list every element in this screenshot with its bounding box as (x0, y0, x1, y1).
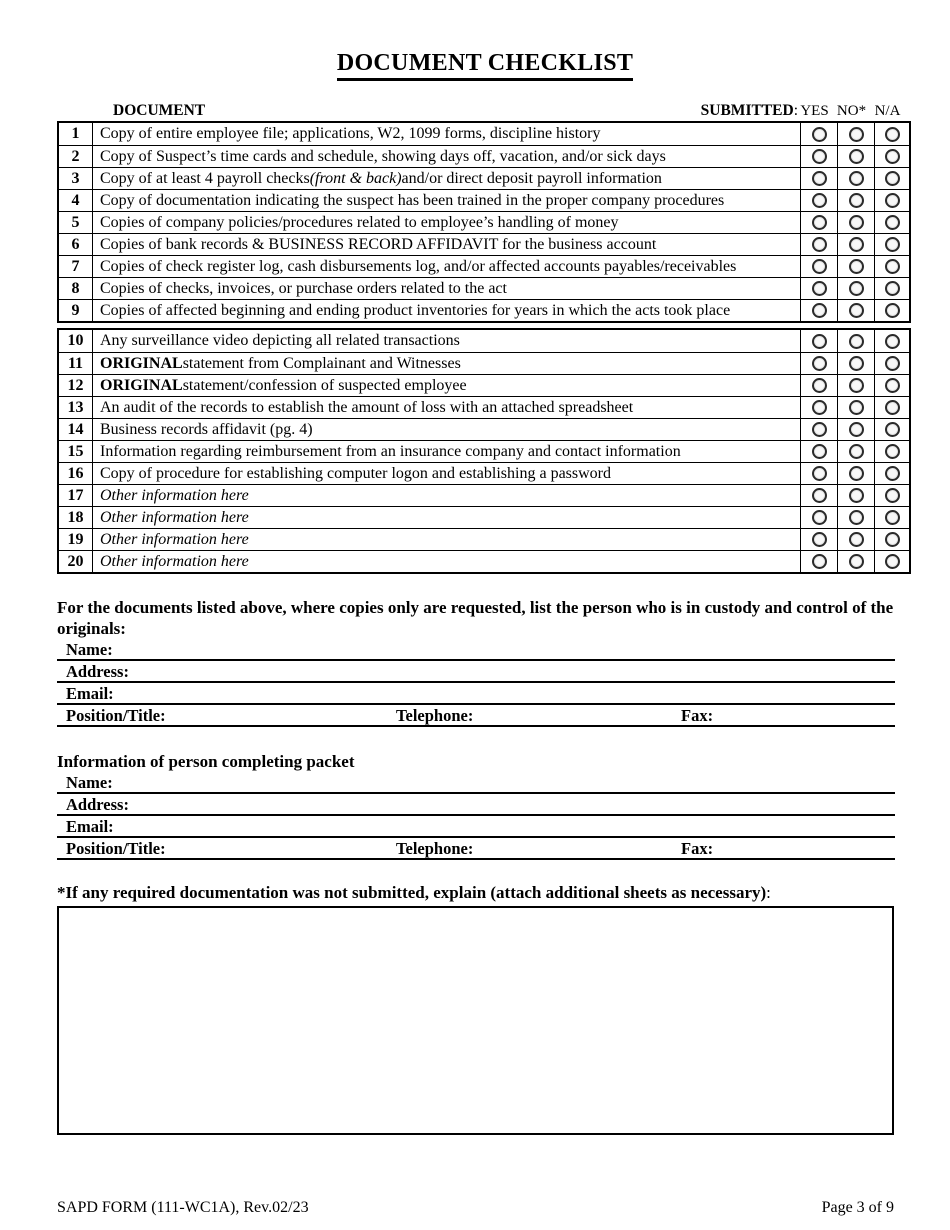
column-header-document: DOCUMENT (113, 102, 206, 119)
radio-cell-na (874, 507, 909, 528)
radio-no[interactable] (849, 334, 864, 349)
radio-cell-na (874, 168, 909, 189)
radio-yes[interactable] (812, 378, 827, 393)
checklist-column-headers (57, 102, 911, 121)
telephone-label: Telephone: (396, 706, 474, 725)
radio-no[interactable] (849, 356, 864, 371)
row-number: 2 (59, 146, 93, 167)
email-label: Email: (66, 817, 114, 836)
radio-no[interactable] (849, 554, 864, 569)
radio-yes[interactable] (812, 444, 827, 459)
radio-cell-no (837, 441, 874, 462)
option-label-yes: YES (800, 103, 829, 119)
row-text-segment: Other information here (100, 552, 249, 570)
row-text-segment: Other information here (100, 530, 249, 548)
row-number: 10 (59, 330, 93, 352)
checklist-row (59, 396, 909, 418)
completer-email-input[interactable] (114, 816, 895, 836)
radio-no[interactable] (849, 127, 864, 142)
row-text (93, 300, 800, 321)
row-text (93, 123, 800, 145)
row-text (93, 212, 800, 233)
radio-no[interactable] (849, 237, 864, 252)
row-text (93, 463, 800, 484)
completer-section-heading: Information of person completing packet (57, 752, 355, 771)
radio-yes[interactable] (812, 466, 827, 481)
row-text-segment: statement from Complainant and Witnesses (182, 354, 461, 372)
checklist-row (59, 167, 909, 189)
row-text (93, 353, 800, 374)
row-text (93, 234, 800, 255)
checklist-row (59, 255, 909, 277)
checklist-row (59, 550, 909, 572)
custody-section-heading: For the documents listed above, where copies only are requested, list the person who is in custody and control of the originals: (57, 598, 894, 638)
row-text-segment: ORIGINAL (100, 376, 183, 394)
custody-position-row (57, 705, 895, 727)
radio-no[interactable] (849, 378, 864, 393)
row-text-segment: Copy of Suspect’s time cards and schedule, showing days off, vacation, and/or sick days (100, 147, 666, 165)
radio-na[interactable] (885, 378, 900, 393)
completer-address-row (57, 794, 895, 816)
row-text (93, 397, 800, 418)
radio-cell-yes (800, 190, 837, 211)
radio-cell-no (837, 300, 874, 321)
checklist-row (59, 352, 909, 374)
radio-cell-no (837, 419, 874, 440)
radio-yes[interactable] (812, 532, 827, 547)
checklist-table-2 (57, 328, 911, 574)
radio-no[interactable] (849, 259, 864, 274)
radio-cell-no (837, 234, 874, 255)
radio-cell-yes (800, 507, 837, 528)
radio-cell-no (837, 146, 874, 167)
radio-no[interactable] (849, 193, 864, 208)
radio-na[interactable] (885, 193, 900, 208)
radio-yes[interactable] (812, 334, 827, 349)
radio-yes[interactable] (812, 422, 827, 437)
radio-cell-yes (800, 441, 837, 462)
completer-position-row (57, 838, 895, 860)
row-text-segment: Copies of bank records & BUSINESS RECORD AFFIDAVIT for the business account (100, 235, 657, 253)
radio-yes[interactable] (812, 215, 827, 230)
radio-no[interactable] (849, 532, 864, 547)
row-text-segment: (front & back) (309, 169, 402, 187)
row-text (93, 256, 800, 277)
custody-address-row (57, 661, 895, 683)
checklist-row (59, 418, 909, 440)
radio-cell-yes (800, 146, 837, 167)
radio-cell-na (874, 353, 909, 374)
address-label: Address: (66, 795, 129, 814)
radio-yes[interactable] (812, 488, 827, 503)
radio-no[interactable] (849, 215, 864, 230)
checklist-row (59, 484, 909, 506)
radio-cell-yes (800, 353, 837, 374)
row-number: 7 (59, 256, 93, 277)
radio-na[interactable] (885, 444, 900, 459)
radio-cell-yes (800, 375, 837, 396)
custody-position-input[interactable] (166, 705, 387, 725)
radio-cell-na (874, 146, 909, 167)
checklist-row (59, 330, 909, 352)
completer-email-row (57, 816, 895, 838)
row-number: 16 (59, 463, 93, 484)
row-number: 20 (59, 551, 93, 572)
radio-na[interactable] (885, 171, 900, 186)
radio-no[interactable] (849, 510, 864, 525)
radio-cell-na (874, 375, 909, 396)
radio-na[interactable] (885, 488, 900, 503)
fax-label: Fax: (681, 839, 714, 858)
checklist-row (59, 277, 909, 299)
radio-na[interactable] (885, 303, 900, 318)
row-text-segment: Copies of check register log, cash disbursements log, and/or affected accounts payables/receivables (100, 257, 737, 275)
radio-yes[interactable] (812, 356, 827, 371)
radio-na[interactable] (885, 554, 900, 569)
completer-address-input[interactable] (129, 794, 895, 814)
radio-na[interactable] (885, 149, 900, 164)
row-text (93, 507, 800, 528)
position-label: Position/Title: (66, 839, 166, 858)
radio-cell-na (874, 212, 909, 233)
fax-label: Fax: (681, 706, 714, 725)
row-text-segment: An audit of the records to establish the amount of loss with an attached spreadsheet (100, 398, 634, 416)
radio-cell-na (874, 234, 909, 255)
radio-cell-no (837, 397, 874, 418)
checklist-row (59, 211, 909, 233)
radio-cell-no (837, 353, 874, 374)
row-text-segment: Copies of company policies/procedures related to employee’s handling of money (100, 213, 619, 231)
radio-cell-na (874, 441, 909, 462)
completer-position-input[interactable] (166, 838, 387, 858)
completer-name-input[interactable] (113, 772, 895, 792)
column-header-submitted: SUBMITTED: (700, 102, 798, 119)
radio-na[interactable] (885, 281, 900, 296)
row-text (93, 190, 800, 211)
radio-cell-no (837, 463, 874, 484)
radio-cell-na (874, 190, 909, 211)
checklist-row (59, 145, 909, 167)
row-text-segment: Any surveillance video depicting all related transactions (100, 332, 460, 349)
radio-cell-yes (800, 463, 837, 484)
row-number: 4 (59, 190, 93, 211)
radio-cell-na (874, 463, 909, 484)
checklist-table-1 (57, 121, 911, 323)
radio-cell-yes (800, 551, 837, 572)
radio-cell-no (837, 190, 874, 211)
form-number: SAPD FORM (111-WC1A), Rev.02/23 (57, 1199, 309, 1216)
explanation-box[interactable] (57, 906, 894, 1135)
radio-cell-yes (800, 212, 837, 233)
row-number: 1 (59, 123, 93, 145)
position-label: Position/Title: (66, 706, 166, 725)
row-number: 19 (59, 529, 93, 550)
radio-cell-na (874, 551, 909, 572)
radio-na[interactable] (885, 510, 900, 525)
option-label-na: N/A (874, 103, 901, 119)
page-title: DOCUMENT CHECKLIST (337, 50, 633, 81)
radio-cell-na (874, 529, 909, 550)
radio-cell-no (837, 123, 874, 145)
row-number: 18 (59, 507, 93, 528)
row-text-segment: Business records affidavit (pg. 4) (100, 420, 313, 438)
row-text (93, 529, 800, 550)
radio-yes[interactable] (812, 303, 827, 318)
radio-cell-yes (800, 300, 837, 321)
radio-cell-na (874, 397, 909, 418)
row-number: 11 (59, 353, 93, 374)
radio-no[interactable] (849, 149, 864, 164)
completer-fields (57, 772, 895, 860)
completer-name-row (57, 772, 895, 794)
radio-cell-yes (800, 256, 837, 277)
radio-na[interactable] (885, 356, 900, 371)
radio-na[interactable] (885, 237, 900, 252)
custody-fax-input[interactable] (713, 705, 895, 725)
checklist-row (59, 462, 909, 484)
radio-yes[interactable] (812, 127, 827, 142)
row-text-segment: Copy of at least 4 payroll checks (100, 169, 310, 187)
row-text (93, 419, 800, 440)
radio-no[interactable] (849, 488, 864, 503)
radio-no[interactable] (849, 400, 864, 415)
radio-na[interactable] (885, 532, 900, 547)
radio-cell-yes (800, 485, 837, 506)
row-number: 12 (59, 375, 93, 396)
row-text-segment: Information regarding reimbursement from an insurance company and contact information (100, 442, 681, 460)
radio-yes[interactable] (812, 510, 827, 525)
radio-yes[interactable] (812, 554, 827, 569)
row-number: 5 (59, 212, 93, 233)
custody-email-input[interactable] (114, 683, 895, 703)
row-number: 8 (59, 278, 93, 299)
radio-cell-yes (800, 397, 837, 418)
explain-section-heading: *If any required documentation was not submitted, explain (attach additional sheets as necessary): (57, 883, 771, 902)
radio-na[interactable] (885, 422, 900, 437)
name-label: Name: (66, 640, 113, 659)
radio-cell-yes (800, 419, 837, 440)
row-text (93, 168, 800, 189)
radio-cell-na (874, 300, 909, 321)
radio-cell-yes (800, 234, 837, 255)
row-number: 17 (59, 485, 93, 506)
radio-cell-na (874, 419, 909, 440)
custody-fields (57, 639, 895, 727)
radio-no[interactable] (849, 303, 864, 318)
radio-na[interactable] (885, 127, 900, 142)
row-text (93, 551, 800, 572)
checklist-row (59, 506, 909, 528)
custody-name-input[interactable] (113, 639, 895, 659)
radio-no[interactable] (849, 444, 864, 459)
radio-cell-no (837, 256, 874, 277)
checklist-row (59, 189, 909, 211)
row-text-segment: Copies of affected beginning and ending product inventories for years in which the acts took place (100, 301, 731, 319)
row-text-segment: and/or direct deposit payroll information (401, 169, 662, 187)
custody-name-row (57, 639, 895, 661)
radio-cell-no (837, 485, 874, 506)
custody-email-row (57, 683, 895, 705)
row-number: 6 (59, 234, 93, 255)
radio-cell-na (874, 123, 909, 145)
row-text-segment: ORIGINAL (100, 354, 183, 372)
checklist-row (59, 528, 909, 550)
row-text-segment: Copies of checks, invoices, or purchase orders related to the act (100, 279, 507, 297)
checklist-row (59, 233, 909, 255)
row-text (93, 330, 800, 352)
row-text (93, 441, 800, 462)
row-number: 15 (59, 441, 93, 462)
radio-na[interactable] (885, 400, 900, 415)
radio-cell-yes (800, 168, 837, 189)
page-footer (57, 1199, 894, 1217)
radio-na[interactable] (885, 259, 900, 274)
radio-yes[interactable] (812, 193, 827, 208)
radio-no[interactable] (849, 466, 864, 481)
radio-yes[interactable] (812, 237, 827, 252)
radio-cell-no (837, 375, 874, 396)
row-text-segment: Other information here (100, 486, 249, 504)
radio-cell-no (837, 212, 874, 233)
radio-cell-no (837, 551, 874, 572)
row-number: 9 (59, 300, 93, 321)
radio-cell-na (874, 256, 909, 277)
radio-no[interactable] (849, 171, 864, 186)
row-number: 14 (59, 419, 93, 440)
row-text-segment: Copy of documentation indicating the suspect has been trained in the proper company procedures (100, 191, 725, 209)
row-text (93, 278, 800, 299)
row-text (93, 146, 800, 167)
radio-cell-no (837, 330, 874, 352)
email-label: Email: (66, 684, 114, 703)
completer-fax-input[interactable] (713, 838, 895, 858)
telephone-label: Telephone: (396, 839, 474, 858)
checklist-row (59, 374, 909, 396)
radio-yes[interactable] (812, 281, 827, 296)
row-number: 13 (59, 397, 93, 418)
radio-na[interactable] (885, 466, 900, 481)
radio-na[interactable] (885, 334, 900, 349)
option-label-no: NO* (836, 103, 867, 119)
row-text (93, 375, 800, 396)
custody-telephone-input[interactable] (473, 705, 672, 725)
radio-cell-yes (800, 123, 837, 145)
row-text-segment: statement/confession of suspected employee (182, 376, 467, 394)
row-text-segment: Copy of entire employee file; applications, W2, 1099 forms, discipline history (100, 125, 601, 142)
checklist-row (59, 440, 909, 462)
radio-yes[interactable] (812, 149, 827, 164)
radio-cell-no (837, 278, 874, 299)
radio-cell-na (874, 485, 909, 506)
custody-address-input[interactable] (129, 661, 895, 681)
radio-yes[interactable] (812, 259, 827, 274)
page-number: Page 3 of 9 (821, 1199, 894, 1216)
row-text-segment: Copy of procedure for establishing computer logon and establishing a password (100, 464, 611, 482)
name-label: Name: (66, 773, 113, 792)
radio-no[interactable] (849, 281, 864, 296)
checklist-row (59, 123, 909, 145)
radio-cell-na (874, 278, 909, 299)
radio-cell-no (837, 507, 874, 528)
completer-telephone-input[interactable] (473, 838, 672, 858)
radio-cell-na (874, 330, 909, 352)
row-text (93, 485, 800, 506)
radio-yes[interactable] (812, 400, 827, 415)
radio-cell-yes (800, 278, 837, 299)
row-number: 3 (59, 168, 93, 189)
radio-cell-yes (800, 529, 837, 550)
address-label: Address: (66, 662, 129, 681)
radio-na[interactable] (885, 215, 900, 230)
checklist-row (59, 299, 909, 321)
radio-cell-yes (800, 330, 837, 352)
row-text-segment: Other information here (100, 508, 249, 526)
radio-yes[interactable] (812, 171, 827, 186)
radio-no[interactable] (849, 422, 864, 437)
radio-cell-no (837, 529, 874, 550)
radio-cell-no (837, 168, 874, 189)
